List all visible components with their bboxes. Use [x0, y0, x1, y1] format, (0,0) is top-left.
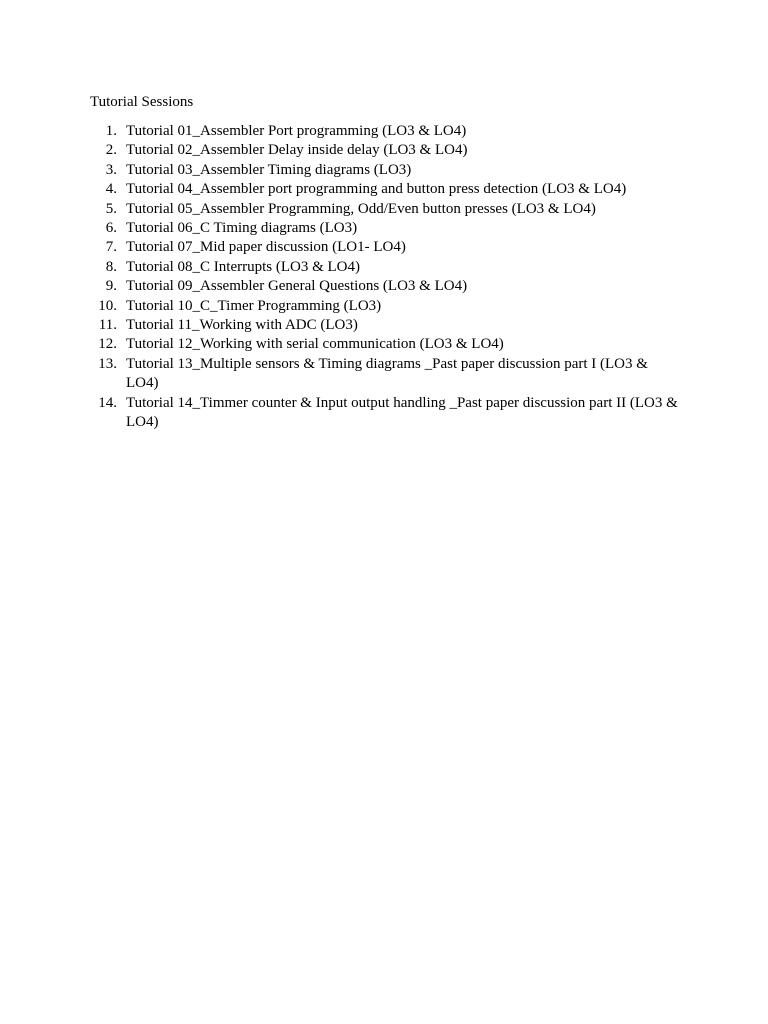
list-item-number: 5.	[105, 200, 117, 217]
list-item-text: Tutorial 05_Assembler Programming, Odd/Even button presses (LO3 & LO4)	[126, 200, 596, 217]
list-item	[90, 238, 680, 257]
list-item	[90, 335, 680, 354]
tutorial-list	[90, 122, 680, 433]
list-item	[90, 258, 680, 277]
list-item-number: 1.	[105, 123, 117, 139]
list-item	[90, 277, 680, 296]
list-item	[90, 141, 680, 160]
list-item-text: Tutorial 13_Multiple sensors & Timing diagrams _Past paper discussion part I (LO3 & LO4)	[126, 355, 648, 392]
list-item-number: 12.	[98, 336, 117, 353]
list-item-number: 13.	[98, 355, 117, 372]
list-item	[90, 355, 680, 394]
list-item-text: Tutorial 06_C Timing diagrams (LO3)	[126, 220, 358, 237]
list-item-text: Tutorial 08_C Interrupts (LO3 & LO4)	[126, 258, 361, 275]
list-item	[90, 394, 680, 433]
list-item-number: 4.	[105, 181, 117, 198]
list-item	[90, 297, 680, 316]
list-item-text: Tutorial 03_Assembler Timing diagrams (LO3)	[126, 161, 412, 178]
list-item-text: Tutorial 10_C_Timer Programming (LO3)	[126, 297, 382, 314]
list-item	[90, 219, 680, 238]
list-item-number: 2.	[105, 142, 117, 159]
document-heading: Tutorial Sessions	[90, 94, 194, 110]
list-item	[90, 180, 680, 199]
list-item	[90, 316, 680, 335]
list-item-number: 11.	[98, 317, 117, 334]
list-item	[90, 200, 680, 219]
list-item-number: 14.	[98, 394, 117, 411]
list-item-text: Tutorial 11_Working with ADC (LO3)	[126, 317, 358, 334]
list-item-number: 10.	[98, 297, 117, 314]
list-item-number: 6.	[105, 220, 117, 237]
list-item-number: 3.	[105, 161, 117, 178]
list-item-text: Tutorial 01_Assembler Port programming (LO3 & LO4)	[126, 123, 467, 139]
list-item-text: Tutorial 02_Assembler Delay inside delay (LO3 & LO4)	[126, 142, 468, 159]
list-item-number: 8.	[105, 258, 117, 275]
list-item-text: Tutorial 07_Mid paper discussion (LO1- LO4)	[126, 239, 406, 256]
list-item-number: 7.	[105, 239, 117, 256]
list-item	[90, 161, 680, 180]
list-item-text: Tutorial 14_Timmer counter & Input output handling _Past paper discussion part II (LO3 & LO4)	[126, 394, 678, 431]
list-item-text: Tutorial 04_Assembler port programming and button press detection (LO3 & LO4)	[126, 181, 627, 198]
list-item-number: 9.	[105, 278, 117, 295]
list-item-text: Tutorial 09_Assembler General Questions (LO3 & LO4)	[126, 278, 468, 295]
list-item-text: Tutorial 12_Working with serial communication (LO3 & LO4)	[126, 336, 504, 353]
list-item	[90, 122, 680, 141]
